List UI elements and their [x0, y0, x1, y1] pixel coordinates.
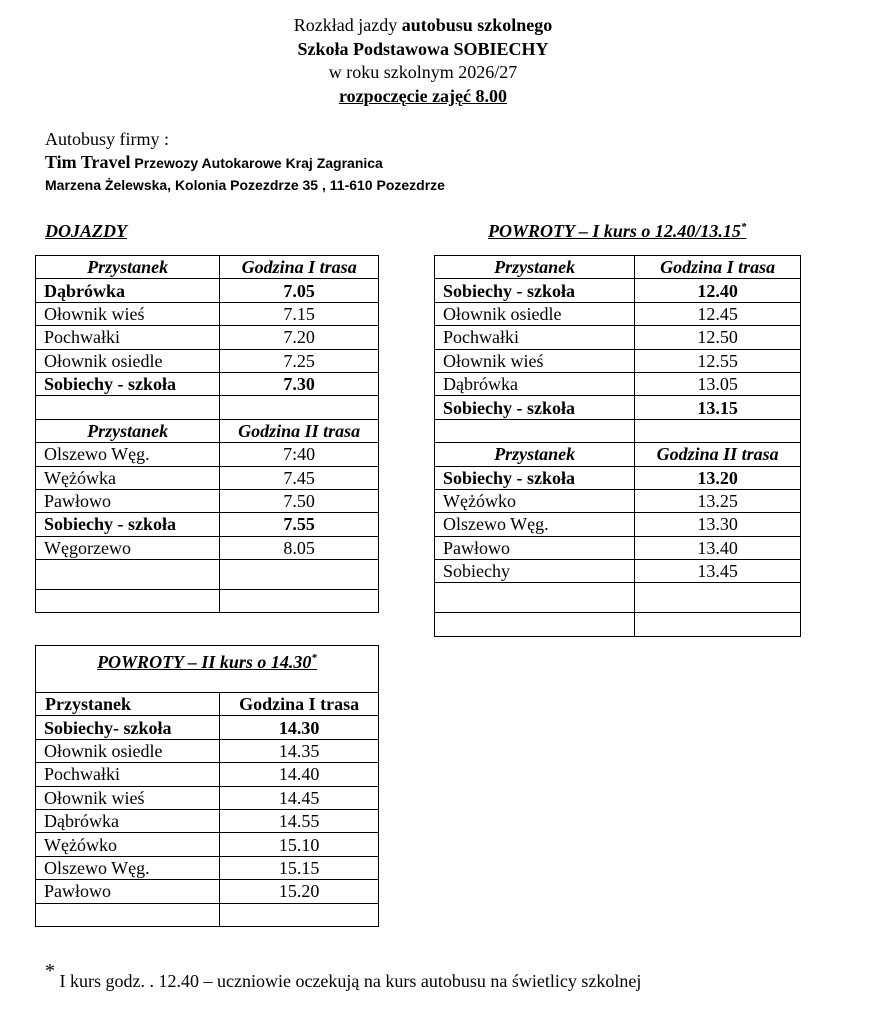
title-row	[36, 646, 379, 693]
departure-time: 14.45	[220, 786, 379, 809]
empty-cell	[435, 613, 635, 636]
powroty2-title-mark: *	[311, 652, 317, 664]
empty-row	[36, 560, 379, 590]
departure-time: 15.15	[220, 856, 379, 879]
header-row	[36, 256, 379, 279]
header-time: Godzina I trasa	[635, 256, 801, 279]
header-stop: Przystanek	[36, 256, 220, 279]
departure-time: 13.20	[635, 466, 801, 489]
empty-cell	[635, 419, 801, 442]
empty-row	[36, 396, 379, 419]
stop-name: Sobiechy	[435, 560, 635, 583]
departure-time: 7:40	[220, 443, 379, 466]
table-row	[435, 466, 801, 489]
table-row	[435, 489, 801, 512]
powroty1-title-text: POWROTY – I kurs o 12.40/13.15	[488, 221, 741, 241]
header-row	[435, 256, 801, 279]
table-row	[36, 880, 379, 903]
stop-name: Pochwałki	[435, 326, 635, 349]
departure-time: 7.25	[220, 349, 379, 372]
table-row	[435, 536, 801, 559]
empty-cell	[36, 903, 220, 926]
departure-time: 8.05	[220, 536, 379, 559]
table-row	[36, 489, 379, 512]
dojazdy-table	[35, 255, 379, 613]
table-row	[36, 443, 379, 466]
departure-time: 13.25	[635, 489, 801, 512]
table-row	[36, 809, 379, 832]
header-time: Godzina I trasa	[220, 693, 379, 716]
table-row	[435, 396, 801, 419]
stop-name: Sobiechy - szkoła	[36, 372, 220, 395]
table-row	[36, 302, 379, 325]
header-time: Godzina II trasa	[220, 419, 379, 442]
departure-time: 13.45	[635, 560, 801, 583]
start-time: rozpoczęcie zajęć 8.00	[338, 86, 508, 106]
header-row	[435, 443, 801, 466]
stop-name: Olszewo Węg.	[435, 513, 635, 536]
empty-row	[435, 419, 801, 442]
title-plain: Rozkład jazdy	[293, 15, 402, 35]
title-bold: autobusu szkolnego	[401, 15, 553, 35]
header-time: Godzina II trasa	[635, 443, 801, 466]
stop-name: Wężówko	[36, 833, 220, 856]
departure-time: 14.55	[220, 809, 379, 832]
empty-row	[36, 903, 379, 926]
footnote-mark: *	[45, 960, 55, 982]
table-row	[36, 833, 379, 856]
company-address: Marzena Żelewska, Kolonia Pozezdrze 35 , 11-610 Pozezdrze	[45, 177, 445, 193]
stop-name: Dąbrówka	[435, 372, 635, 395]
table-row	[435, 513, 801, 536]
departure-time: 13.40	[635, 536, 801, 559]
school-name: Szkoła Podstawowa SOBIECHY	[297, 39, 549, 59]
table-row	[36, 466, 379, 489]
empty-cell	[36, 560, 220, 590]
stop-name: Ołownik osiedle	[36, 349, 220, 372]
table-row	[36, 326, 379, 349]
title-line-1	[0, 14, 846, 36]
powroty1-table	[434, 255, 801, 637]
school-year: w roku szkolnym 2026/27	[328, 62, 518, 82]
departure-time: 7.30	[220, 372, 379, 395]
stop-name: Węgorzewo	[36, 536, 220, 559]
table-row	[435, 372, 801, 395]
stop-name: Ołownik wieś	[36, 786, 220, 809]
powroty2-title	[36, 646, 379, 693]
empty-cell	[36, 396, 220, 419]
table-row	[435, 326, 801, 349]
empty-cell	[435, 419, 635, 442]
stop-name: Ołownik osiedle	[36, 739, 220, 762]
company-name: Tim Travel	[45, 152, 131, 172]
table-row	[36, 279, 379, 302]
departure-time: 12.40	[635, 279, 801, 302]
departure-time: 7.15	[220, 302, 379, 325]
header-stop: Przystanek	[435, 256, 635, 279]
departure-time: 7.05	[220, 279, 379, 302]
empty-cell	[36, 590, 220, 613]
table-row	[36, 513, 379, 536]
table-row	[435, 349, 801, 372]
empty-row	[435, 613, 801, 636]
table-row	[36, 716, 379, 739]
header-stop: Przystanek	[435, 443, 635, 466]
stop-name: Sobiechy - szkoła	[435, 396, 635, 419]
table-row	[36, 536, 379, 559]
empty-cell	[220, 396, 379, 419]
stop-name: Sobiechy - szkoła	[435, 279, 635, 302]
header-time: Godzina I trasa	[220, 256, 379, 279]
departure-time: 12.50	[635, 326, 801, 349]
stop-name: Dąbrówka	[36, 809, 220, 832]
powroty2-table	[35, 645, 379, 927]
stop-name: Pawłowo	[435, 536, 635, 559]
stop-name: Sobiechy - szkoła	[36, 513, 220, 536]
stop-name: Ołownik wieś	[36, 302, 220, 325]
table-row	[36, 739, 379, 762]
table-row	[36, 763, 379, 786]
table-row	[435, 302, 801, 325]
departure-time: 15.10	[220, 833, 379, 856]
empty-cell	[435, 583, 635, 613]
stop-name: Wężówko	[435, 489, 635, 512]
header-stop: Przystanek	[36, 419, 220, 442]
empty-cell	[635, 613, 801, 636]
departure-time: 15.20	[220, 880, 379, 903]
table-row	[36, 856, 379, 879]
table-row	[36, 786, 379, 809]
departure-time: 13.30	[635, 513, 801, 536]
stop-name: Pawłowo	[36, 880, 220, 903]
empty-row	[36, 590, 379, 613]
footnote	[45, 960, 642, 993]
table-row	[36, 372, 379, 395]
departure-time: 7.55	[220, 513, 379, 536]
stop-name: Olszewo Węg.	[36, 443, 220, 466]
stop-name: Sobiechy - szkoła	[435, 466, 635, 489]
departure-time: 12.55	[635, 349, 801, 372]
departure-time: 14.30	[220, 716, 379, 739]
company-intro: Autobusy firmy :	[45, 129, 169, 149]
departure-time: 7.45	[220, 466, 379, 489]
table-row	[435, 560, 801, 583]
departure-time: 7.20	[220, 326, 379, 349]
table-row	[435, 279, 801, 302]
stop-name: Olszewo Węg.	[36, 856, 220, 879]
departure-time: 13.05	[635, 372, 801, 395]
stop-name: Pawłowo	[36, 489, 220, 512]
header-stop: Przystanek	[36, 693, 220, 716]
empty-cell	[635, 583, 801, 613]
stop-name: Dąbrówka	[36, 279, 220, 302]
departure-time: 14.40	[220, 763, 379, 786]
stop-name: Wężówka	[36, 466, 220, 489]
empty-cell	[220, 590, 379, 613]
company-name-line	[45, 152, 383, 173]
empty-cell	[220, 560, 379, 590]
departure-time: 14.35	[220, 739, 379, 762]
departure-time: 12.45	[635, 302, 801, 325]
table-row	[36, 349, 379, 372]
header-row	[36, 693, 379, 716]
footnote-text: I kurs godz. . 12.40 – uczniowie oczekują na kurs autobusu na świetlicy szkolnej	[55, 971, 642, 991]
stop-name: Ołownik osiedle	[435, 302, 635, 325]
company-desc: Przewozy Autokarowe Kraj Zagranica	[130, 155, 383, 171]
stop-name: Sobiechy- szkoła	[36, 716, 220, 739]
powroty1-title-mark: *	[740, 221, 747, 233]
empty-row	[435, 583, 801, 613]
stop-name: Pochwałki	[36, 326, 220, 349]
stop-name: Pochwałki	[36, 763, 220, 786]
empty-cell	[220, 903, 379, 926]
departure-time: 13.15	[635, 396, 801, 419]
powroty2-title-text: POWROTY – II kurs o 14.30	[97, 652, 312, 672]
departure-time: 7.50	[220, 489, 379, 512]
stop-name: Ołownik wieś	[435, 349, 635, 372]
header-row	[36, 419, 379, 442]
powroty1-title	[488, 221, 746, 242]
dojazdy-title: DOJAZDY	[45, 221, 127, 241]
